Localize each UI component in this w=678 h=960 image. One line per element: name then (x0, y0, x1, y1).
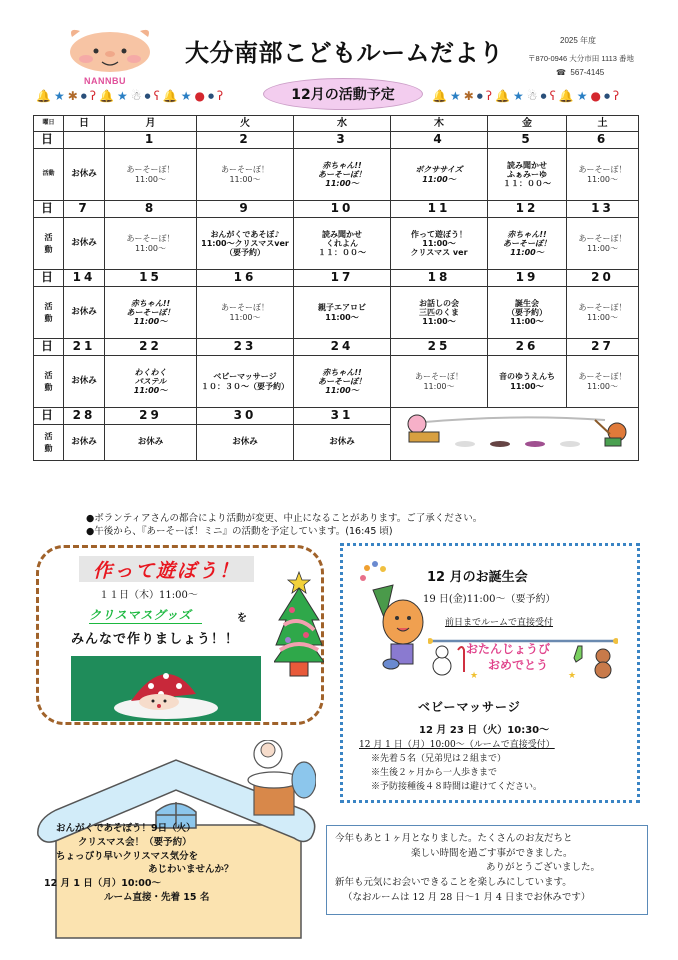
date-cell: 18 (391, 270, 488, 287)
bell-icon: 🔔 (495, 89, 510, 103)
bell-icon: 🔔 (99, 89, 114, 103)
activity-line: お休み (329, 436, 355, 447)
activity-cell (197, 218, 294, 270)
activity-label-top: 活 (44, 431, 53, 441)
dot-icon: ● (476, 91, 483, 100)
candy-cane-icon: ʕ (549, 89, 556, 103)
date-row (34, 339, 639, 356)
telephone (556, 68, 604, 77)
candy-cane-icon: ʔ (613, 89, 620, 103)
activity-line: 誕生会 (515, 298, 539, 308)
activity-cell (294, 149, 391, 201)
activity-line: 11:00～ (229, 174, 261, 184)
birthday-banner (428, 638, 618, 680)
gingerbread-icon: ✱ (67, 89, 78, 103)
activity-line: １０：３０～（要予約） (201, 381, 289, 391)
date-cell: 2 (197, 132, 294, 149)
activity-row (34, 218, 639, 270)
craft-date: １１日（木）11:00～ (99, 590, 198, 601)
christmas-tree-icon (274, 570, 324, 680)
christmas-party-text (44, 822, 234, 905)
activity-label-bottom: 動 (44, 244, 53, 254)
date-cell (64, 132, 105, 149)
dot-icon: ● (540, 91, 547, 100)
date-cell: 30 (197, 408, 294, 425)
activity-label-bottom: 動 (44, 313, 53, 323)
activity-cell (105, 425, 197, 461)
activity-line: あーそーぼ！ (318, 169, 366, 179)
date-row (34, 408, 639, 425)
activity-cell (488, 218, 567, 270)
date-cell: 19 (488, 270, 567, 287)
date-row (34, 270, 639, 287)
activity-cell (391, 356, 488, 408)
address: 〒870-0946 大分市田 1113 番地 (528, 54, 635, 63)
date-cell: 26 (488, 339, 567, 356)
christmas-party-line: クリスマス会！（要予約） (78, 836, 192, 848)
activity-line: 11:00～ (510, 381, 544, 391)
activity-line: 赤ちゃん!! (507, 229, 547, 239)
message-line: （なおルームは 12 月 28 日～1 月 4 日までお休みです） (343, 891, 591, 903)
activity-label-bottom: 動 (44, 443, 53, 453)
activity-line: あーそーぼ！ (578, 165, 627, 175)
activity-line: 11:00～ (586, 174, 619, 184)
craft-event-box (36, 545, 324, 725)
snowman-icon: ☃ (526, 89, 538, 103)
baby-massage-note: ※予防接種後４８時間は避けてください。 (371, 781, 543, 792)
date-label: 日 (34, 408, 64, 425)
activity-line: クリスマス ver (410, 248, 468, 258)
activity-cell (197, 425, 294, 461)
star-icon: ★ (512, 89, 524, 103)
activity-line: 読み聞かせ (322, 229, 362, 239)
gingerbread-icon: ✱ (463, 89, 474, 103)
activity-cell (64, 218, 105, 270)
date-cell: 27 (567, 339, 639, 356)
activity-line: ベビーマッサージ (213, 372, 277, 382)
christmas-party-line: ルーム直接・先着 15 名 (104, 891, 210, 903)
page-title: 大分南部こどもルームだより (185, 39, 504, 67)
activity-label-top: 活 (44, 301, 53, 311)
phone-icon: ☎ (556, 68, 566, 77)
baby-massage-date: 12 月 23 日（火）10:30～ (419, 725, 550, 736)
activity-line: ボクササイズ (415, 165, 463, 175)
ornament-icon: ● (194, 89, 205, 103)
christmas-party-line: おんがくであそぼう！9日（火） (56, 823, 196, 834)
bell-icon: 🔔 (36, 89, 51, 103)
activity-line: お休み (71, 168, 97, 179)
activity-line: 11:00～クリスマスver (201, 238, 289, 248)
birthday-banner-text (466, 642, 550, 673)
activity-row (34, 356, 639, 408)
logo-text: NANNBU (84, 76, 126, 86)
activity-line: 音のゆうえんち (499, 372, 555, 382)
date-cell: 11 (391, 201, 488, 218)
activity-line: 11:00～ (422, 238, 456, 248)
activity-line: 11:00～ (325, 312, 359, 322)
activity-cell (567, 149, 639, 201)
birthday-event-box (340, 543, 640, 803)
activity-row (34, 149, 639, 201)
activity-cell (294, 425, 391, 461)
birthday-time: 19 日(金)11:00～（要予約） (423, 594, 556, 605)
activity-cell (197, 356, 294, 408)
date-cell: 21 (64, 339, 105, 356)
activity-cell (197, 149, 294, 201)
message-line: 今年もあと１ヶ月となりました。たくさんのお友だちと (335, 833, 573, 844)
activity-line: 11:00～ (134, 243, 167, 253)
activity-line: １１：００～ (318, 248, 366, 258)
activity-cell (488, 356, 567, 408)
corner-label: 曜日 (34, 116, 64, 132)
dot-icon: ● (80, 91, 87, 100)
candy-cane-icon: ʔ (89, 89, 97, 103)
note-afternoon: ●午後から、『あーそーぼ！ミニ』の活動を予定しています。(16:45 頃) (86, 526, 393, 538)
date-cell: 8 (105, 201, 197, 218)
activity-cell (105, 356, 197, 408)
activity-cell (105, 218, 197, 270)
sledding-animals-icon (395, 410, 635, 454)
date-cell: 23 (197, 339, 294, 356)
date-label: 日 (34, 339, 64, 356)
activity-line: あーそーぼ！ (221, 303, 269, 313)
activity-cell (64, 149, 105, 201)
date-cell: 7 (64, 201, 105, 218)
activity-cell (391, 287, 488, 339)
activity-line: お休み (71, 306, 97, 317)
note-volunteer: ●ボランティアさんの都合により活動が変更、中止になることがあります。ご了承ください。 (86, 513, 483, 524)
craft-goods: クリスマスグッズ (89, 606, 202, 624)
date-cell: 3 (294, 132, 391, 149)
activity-line: ふぁみーゆ (507, 169, 547, 179)
activity-label (34, 425, 64, 461)
snowman-icon: ☃ (130, 89, 142, 103)
birthday-title: 12 月のお誕生会 (427, 570, 528, 585)
date-cell: 15 (105, 270, 197, 287)
activity-cell (391, 218, 488, 270)
date-cell: 5 (488, 132, 567, 149)
activity-line: 11:00～ (510, 248, 544, 258)
activity-label (34, 356, 64, 408)
craft-title: 作って遊ぼう！ (79, 556, 254, 582)
sledding-illustration (391, 408, 639, 461)
activity-line: わくわく (134, 367, 167, 377)
activity-line: 11:00～ (133, 317, 168, 327)
activity-cell (567, 218, 639, 270)
notes (86, 512, 482, 539)
activity-line: あーそーぼ！ (126, 234, 175, 244)
activity-line: 11:00～ (325, 386, 359, 396)
activity-label: 活動 (34, 149, 64, 201)
activity-line: あーそーぼ！ (578, 303, 627, 313)
activity-line: 11:00～ (133, 386, 168, 396)
baby-massage-title: ベビーマッサージ (418, 700, 521, 714)
weekday-header: 火 (197, 116, 294, 132)
activity-line: あーそーぼ！ (578, 234, 627, 244)
activity-line: お休み (137, 436, 164, 447)
santa-hat-craft-photo (71, 656, 261, 721)
christmas-party-line: ちょっぴり早いクリスマス気分を (56, 850, 199, 862)
activity-line: 11:00～ (423, 381, 455, 391)
activity-cell (488, 149, 567, 201)
activity-label-top: 活 (44, 370, 53, 380)
activity-line: お休み (232, 436, 258, 447)
activity-line: パステル (134, 376, 167, 386)
date-label: 日 (34, 132, 64, 149)
activity-line: あーそーぼ！ (221, 165, 269, 175)
closing-message-box (326, 825, 648, 915)
activity-label (34, 287, 64, 339)
weekday-header-row (34, 116, 639, 132)
star-icon: ★ (576, 89, 588, 103)
activity-cell (105, 287, 197, 339)
activity-line: くれよん (326, 238, 358, 248)
christmas-decoration-left (36, 86, 223, 106)
activity-line: あーそーぼ！ (126, 165, 175, 175)
activity-line: 11:00～ (586, 312, 619, 322)
activity-cell (64, 287, 105, 339)
activity-line: 三匹のくま (419, 307, 459, 317)
activity-cell (197, 287, 294, 339)
activity-cell (64, 356, 105, 408)
activity-line: 赤ちゃん!! (130, 298, 171, 308)
baby-massage-reception: 12 月 1 日（月）10:00～（ルームで直接受付） (359, 740, 555, 750)
pig-logo-icon (66, 27, 154, 73)
activity-line: （要予約） (507, 307, 547, 317)
date-cell: 31 (294, 408, 391, 425)
star-icon: ★ (116, 89, 128, 103)
candy-cane-icon: ʔ (485, 89, 493, 103)
activity-line: 作って遊ぼう！ (411, 229, 467, 239)
svg-text:★: ★ (568, 671, 577, 680)
baby-massage-note: ※生後２ヶ月から一人歩きまで (371, 767, 498, 778)
activity-line: おんがくであそぼ♪ (210, 229, 280, 239)
weekday-header: 木 (391, 116, 488, 132)
activity-line: お話しの会 (419, 298, 459, 308)
svg-text:★: ★ (470, 671, 479, 680)
activity-line: 11:00～ (422, 317, 456, 327)
star-icon: ★ (449, 89, 461, 103)
message-line: 楽しい時間を過ごす事ができました。 (411, 847, 573, 859)
star-icon: ★ (53, 89, 65, 103)
message-line: 新年も元気にお会いできることを楽しみにしています。 (335, 877, 572, 889)
activity-line: 赤ちゃん!! (322, 160, 362, 170)
date-cell: 16 (197, 270, 294, 287)
activity-calendar (33, 115, 639, 461)
date-cell: 17 (294, 270, 391, 287)
date-label: 日 (34, 201, 64, 218)
squirrel-cracker-icon (355, 560, 430, 670)
activity-line: お休み (71, 436, 97, 447)
date-cell: 28 (64, 408, 105, 425)
activity-line: 11:00～ (134, 174, 167, 184)
activity-line: 11:00～ (229, 312, 261, 322)
activity-line: あーそーぼ！ (126, 307, 175, 317)
craft-particle: を (237, 613, 247, 624)
activity-cell (294, 287, 391, 339)
activity-cell (391, 149, 488, 201)
dot-icon: ● (207, 91, 215, 100)
activity-line: （要予約） (225, 248, 265, 258)
date-cell: 24 (294, 339, 391, 356)
bell-icon: 🔔 (558, 89, 574, 103)
candy-cane-icon: ʕ (153, 89, 160, 103)
date-row (34, 132, 639, 149)
date-cell: 13 (567, 201, 639, 218)
date-cell: 14 (64, 270, 105, 287)
date-cell: 12 (488, 201, 567, 218)
weekday-header: 水 (294, 116, 391, 132)
activity-label (34, 218, 64, 270)
date-cell: 1 (105, 132, 197, 149)
activity-cell (488, 287, 567, 339)
weekday-header: 金 (488, 116, 567, 132)
activity-line: 11:00～ (586, 381, 619, 391)
birthday-reception: 前日までルームで直接受付 (445, 618, 554, 628)
date-cell: 25 (391, 339, 488, 356)
date-cell: 20 (567, 270, 639, 287)
dot-icon: ● (144, 91, 151, 100)
activity-line: 読み聞かせ (507, 160, 547, 170)
activity-line: あーそーぼ！ (503, 238, 551, 248)
activity-cell (294, 356, 391, 408)
activity-cell (567, 356, 639, 408)
phone-number: 567-4145 (570, 68, 605, 77)
activity-line: 11:00～ (325, 179, 359, 189)
activity-line: あーそーぼ！ (415, 372, 463, 382)
activity-cell (64, 425, 105, 461)
dot-icon: ● (603, 91, 611, 100)
candy-cane-icon: ʔ (217, 89, 224, 103)
activity-line: 赤ちゃん!! (322, 367, 362, 377)
plan-title-badge: 12月の活動予定 (263, 78, 423, 110)
christmas-party-line: 12 月 1 日（月）10:00～ (44, 878, 161, 890)
baby-massage-notes (371, 753, 542, 795)
activity-line: 11:00～ (586, 243, 619, 253)
activity-cell (567, 287, 639, 339)
christmas-decoration-right (432, 86, 619, 106)
activity-line: 11:00～ (510, 317, 544, 327)
activity-line: １１：００～ (503, 179, 551, 189)
weekday-header: 土 (567, 116, 639, 132)
bell-icon: 🔔 (432, 89, 447, 103)
baby-massage-note: ※先着５名（兄弟児は２組まで） (371, 754, 507, 764)
activity-line: 11:00～ (422, 174, 456, 184)
activity-row (34, 287, 639, 339)
christmas-party-line: あじわいませんか？ (148, 864, 234, 876)
date-cell: 22 (105, 339, 197, 356)
activity-cell (294, 218, 391, 270)
banner-line-2: おめでとう (488, 657, 549, 672)
activity-line: あーそーぼ！ (578, 372, 627, 382)
banner-line-1: おたんじょうび (466, 642, 551, 656)
date-cell: 6 (567, 132, 639, 149)
date-cell: 4 (391, 132, 488, 149)
activity-line: 親子エアロビ (318, 303, 366, 313)
date-label: 日 (34, 270, 64, 287)
date-row (34, 201, 639, 218)
year: 2025 年度 (560, 36, 597, 45)
weekday-header: 日 (64, 116, 105, 132)
date-cell: 29 (105, 408, 197, 425)
craft-make-text: みんなで作りましょう！！ (71, 632, 240, 647)
bell-icon: 🔔 (162, 89, 178, 103)
message-line: ありがとうございました。 (486, 862, 601, 874)
weekday-header: 月 (105, 116, 197, 132)
ornament-icon: ● (590, 89, 601, 103)
activity-cell (105, 149, 197, 201)
activity-label-top: 活 (44, 232, 53, 242)
date-cell: 10 (294, 201, 391, 218)
activity-line: あーそーぼ！ (318, 376, 366, 386)
activity-label-bottom: 動 (44, 382, 53, 392)
activity-line: お休み (71, 237, 97, 248)
star-icon: ★ (180, 89, 192, 103)
activity-line: お休み (71, 375, 97, 386)
date-cell: 9 (197, 201, 294, 218)
